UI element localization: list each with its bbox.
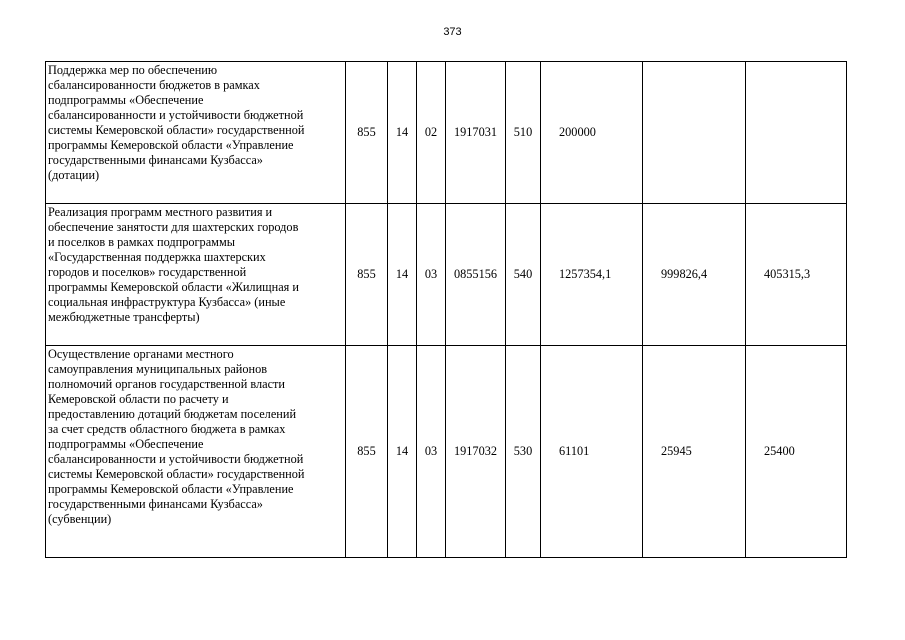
target-code: 0855156 [446,204,506,346]
amount-year-3: 405315,3 [746,204,847,346]
ministry-code: 855 [346,346,388,558]
row-description: Осуществление органами местного самоуправления муниципальных районов полномочий органов государственной власти Кемеровской области по расчету и предоставлению дотаций бюджетам поселений за счет средств областного бюджета в рамках подпрограммы «Обеспечение сбалансированности и устойчивости бюджетной системы Кемеровской области» государственной программы Кемеровской области «Управление государственными финансами Кузбасса» (субвенции) [46,346,346,558]
amount-year-1: 200000 [541,62,643,204]
section-code: 14 [388,62,417,204]
amount-year-2 [643,62,746,204]
subsection-code: 02 [417,62,446,204]
table-row [46,62,847,204]
row-description: Поддержка мер по обеспечению сбалансированности бюджетов в рамках подпрограммы «Обеспечение сбалансированности и устойчивости бюджетной системы Кемеровской области» государственной программы Кемеровской области «Управление государственными финансами Кузбасса» (дотации) [46,62,346,204]
subsection-code: 03 [417,346,446,558]
expense-type-code: 540 [506,204,541,346]
row-description: Реализация программ местного развития и обеспечение занятости для шахтерских городов и поселков в рамках подпрограммы «Государственная поддержка шахтерских городов и поселков» государственной программы Кемеровской области «Жилищная и социальная инфраструктура Кузбасса» (иные межбюджетные трансферты) [46,204,346,346]
amount-year-3: 25400 [746,346,847,558]
section-code: 14 [388,204,417,346]
amount-year-1: 61101 [541,346,643,558]
budget-table [45,61,847,558]
expense-type-code: 530 [506,346,541,558]
ministry-code: 855 [346,204,388,346]
ministry-code: 855 [346,62,388,204]
subsection-code: 03 [417,204,446,346]
section-code: 14 [388,346,417,558]
amount-year-3 [746,62,847,204]
target-code: 1917031 [446,62,506,204]
table-row [46,346,847,558]
amount-year-2: 25945 [643,346,746,558]
amount-year-2: 999826,4 [643,204,746,346]
amount-year-1: 1257354,1 [541,204,643,346]
expense-type-code: 510 [506,62,541,204]
table-row [46,204,847,346]
page-number: 373 [443,26,462,38]
target-code: 1917032 [446,346,506,558]
